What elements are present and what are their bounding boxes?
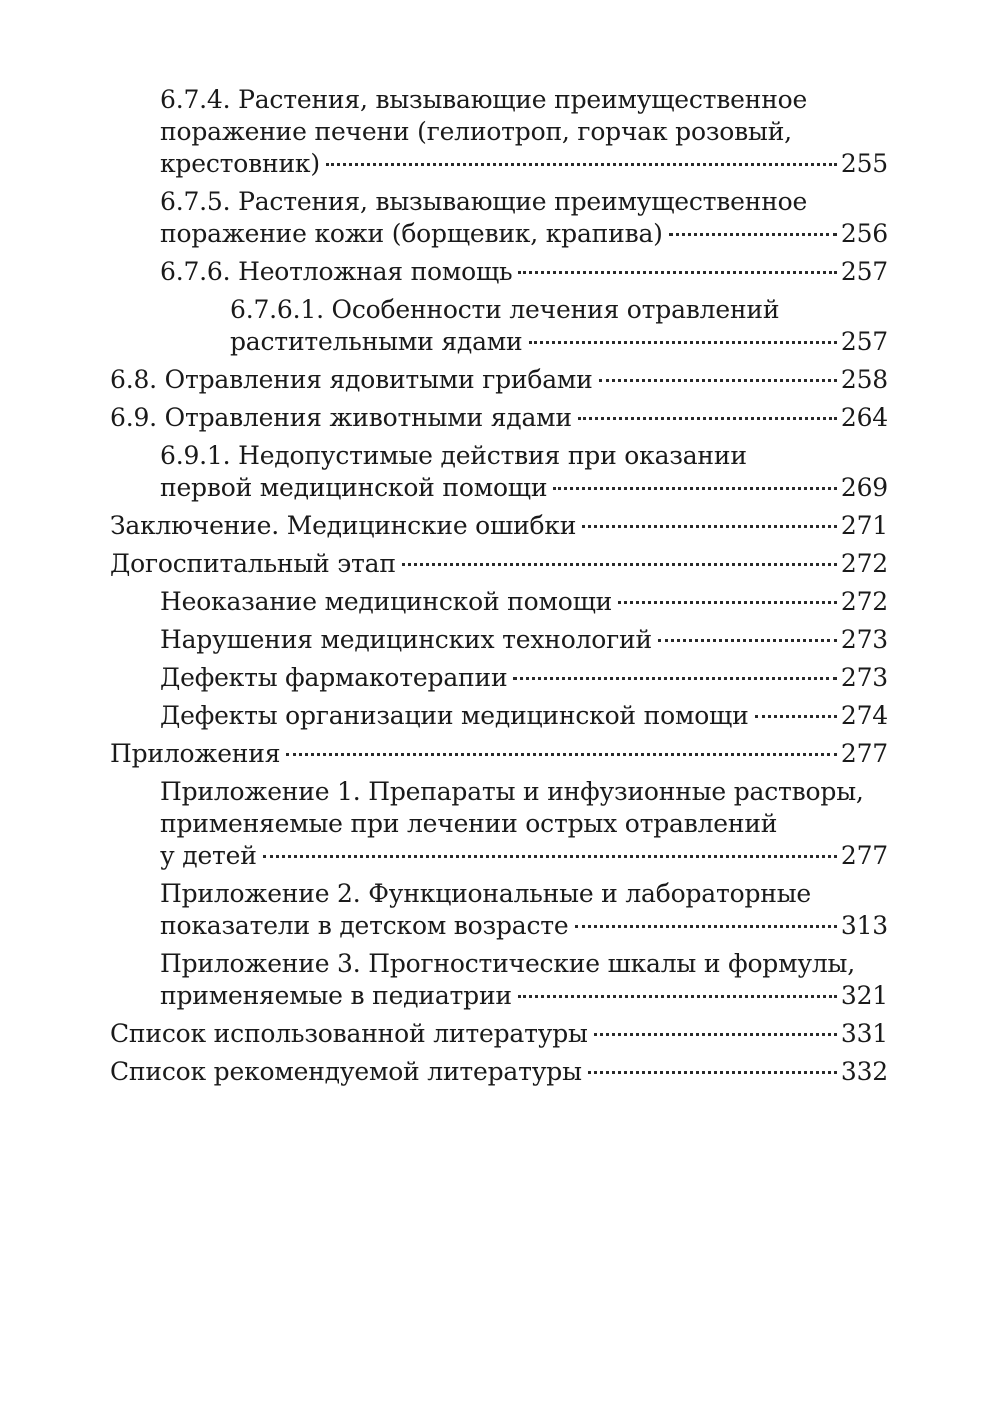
toc-entry-title: применяемые при лечении острых отравлений	[160, 809, 778, 838]
toc-entry[interactable]	[110, 364, 888, 396]
dot-leader	[263, 855, 837, 858]
toc-entry-title: поражение кожи (борщевик, крапива)	[160, 219, 663, 248]
toc-entry-title: Догоспитальный этап	[110, 549, 396, 578]
toc-entry-line	[160, 116, 888, 148]
toc-entry[interactable]	[110, 878, 888, 942]
dot-leader	[529, 341, 837, 344]
toc-entry-line	[160, 808, 888, 840]
toc-page-number: 331	[840, 1019, 888, 1048]
toc-page-number: 264	[840, 403, 888, 432]
dot-leader	[326, 163, 837, 166]
toc-entry-title: Нарушения медицинских технологий	[160, 625, 652, 654]
toc-entry-title: Приложение 1. Препараты и инфузионные растворы,	[160, 777, 864, 806]
toc-page-number: 271	[840, 511, 888, 540]
table-of-contents	[110, 84, 888, 1094]
toc-entry-line	[110, 1056, 888, 1088]
toc-entry-line	[230, 294, 888, 326]
toc-entry-line	[160, 878, 888, 910]
toc-entry-line	[160, 440, 888, 472]
dot-leader	[518, 271, 836, 274]
toc-entry-title: применяемые в педиатрии	[160, 981, 512, 1010]
toc-entry-line	[110, 1018, 888, 1050]
toc-entry-line	[110, 364, 888, 396]
toc-entry-line	[160, 700, 888, 732]
toc-entry-title: Дефекты фармакотерапии	[160, 663, 508, 692]
toc-entry-line	[160, 586, 888, 618]
dot-leader	[553, 487, 837, 490]
toc-entry-title: Приложение 2. Функциональные и лабораторные	[160, 879, 812, 908]
dot-leader	[578, 417, 837, 420]
toc-entry-title: Приложения	[110, 739, 281, 768]
toc-entry[interactable]	[110, 186, 888, 250]
dot-leader	[669, 233, 837, 236]
toc-page-number: 273	[840, 625, 888, 654]
toc-entry-title: у детей	[160, 841, 257, 870]
toc-page-number: 277	[840, 841, 888, 870]
toc-entry-title: 6.9. Отравления животными ядами	[110, 403, 572, 432]
dot-leader	[402, 563, 837, 566]
toc-entry-line	[110, 402, 888, 434]
toc-entry[interactable]	[110, 256, 888, 288]
toc-entry-line	[160, 84, 888, 116]
toc-entry-title: Дефекты организации медицинской помощи	[160, 701, 749, 730]
toc-page-number: 273	[840, 663, 888, 692]
dot-leader	[518, 995, 837, 998]
dot-leader	[599, 379, 837, 382]
toc-entry-title: 6.7.5. Растения, вызывающие преимущественное	[160, 187, 808, 216]
toc-entry-title: 6.7.6.1. Особенности лечения отравлений	[230, 295, 780, 324]
dot-leader	[286, 753, 837, 756]
toc-entry[interactable]	[110, 776, 888, 872]
toc-entry-title: 6.7.4. Растения, вызывающие преимущественное	[160, 85, 808, 114]
toc-page-number: 258	[840, 365, 888, 394]
toc-entry-title: 6.7.6. Неотложная помощь	[160, 257, 513, 286]
toc-entry-line	[160, 662, 888, 694]
toc-entry[interactable]	[110, 1018, 888, 1050]
toc-entry[interactable]	[110, 510, 888, 542]
toc-entry-title: поражение печени (гелиотроп, горчак розовый,	[160, 117, 792, 146]
toc-entry-title: крестовник)	[160, 149, 320, 178]
toc-entry-title: Заключение. Медицинские ошибки	[110, 511, 577, 540]
toc-page-number: 313	[840, 911, 888, 940]
toc-page-number: 269	[840, 473, 888, 502]
toc-entry-line	[160, 624, 888, 656]
toc-page-number: 332	[840, 1057, 888, 1086]
toc-entry[interactable]	[110, 738, 888, 770]
toc-entry[interactable]	[110, 662, 888, 694]
toc-entry-line	[160, 472, 888, 504]
toc-entry[interactable]	[110, 294, 888, 358]
toc-entry-line	[110, 510, 888, 542]
toc-entry-title: 6.9.1. Недопустимые действия при оказании	[160, 441, 747, 470]
toc-entry[interactable]	[110, 84, 888, 180]
toc-entry[interactable]	[110, 440, 888, 504]
toc-entry-title: 6.8. Отравления ядовитыми грибами	[110, 365, 593, 394]
toc-page-number: 272	[840, 587, 888, 616]
toc-page-number: 256	[840, 219, 888, 248]
toc-entry-line	[160, 218, 888, 250]
dot-leader	[594, 1033, 837, 1036]
dot-leader	[658, 639, 837, 642]
toc-page-number: 257	[840, 327, 888, 356]
toc-entry-line	[160, 910, 888, 942]
toc-entry-line	[160, 776, 888, 808]
toc-entry-line	[160, 948, 888, 980]
toc-entry-line	[160, 186, 888, 218]
toc-entry-line	[230, 326, 888, 358]
toc-page-number: 272	[840, 549, 888, 578]
toc-entry-line	[110, 548, 888, 580]
toc-entry[interactable]	[110, 700, 888, 732]
toc-entry[interactable]	[110, 624, 888, 656]
dot-leader	[582, 525, 837, 528]
toc-entry-line	[160, 840, 888, 872]
dot-leader	[755, 715, 837, 718]
dot-leader	[575, 925, 837, 928]
toc-entry[interactable]	[110, 1056, 888, 1088]
toc-entry-line	[110, 738, 888, 770]
toc-entry-line	[160, 148, 888, 180]
toc-entry-title: Неоказание медицинской помощи	[160, 587, 613, 616]
toc-entry[interactable]	[110, 402, 888, 434]
toc-page-number: 255	[840, 149, 888, 178]
toc-page-number: 257	[840, 257, 888, 286]
toc-entry-line	[160, 256, 888, 288]
toc-entry[interactable]	[110, 548, 888, 580]
toc-entry-title: первой медицинской помощи	[160, 473, 548, 502]
toc-entry-title: Список рекомендуемой литературы	[110, 1057, 582, 1086]
toc-page-number: 274	[840, 701, 888, 730]
toc-entry-title: растительными ядами	[230, 327, 523, 356]
toc-page-number: 277	[840, 739, 888, 768]
toc-entry-title: Список использованной литературы	[110, 1019, 588, 1048]
toc-entry-title: Приложение 3. Прогностические шкалы и формулы,	[160, 949, 855, 978]
dot-leader	[618, 601, 837, 604]
toc-entry[interactable]	[110, 948, 888, 1012]
toc-entry-title: показатели в детском возрасте	[160, 911, 569, 940]
dot-leader	[513, 677, 836, 680]
toc-entry[interactable]	[110, 586, 888, 618]
toc-entry-line	[160, 980, 888, 1012]
toc-page-number: 321	[840, 981, 888, 1010]
dot-leader	[588, 1071, 837, 1074]
